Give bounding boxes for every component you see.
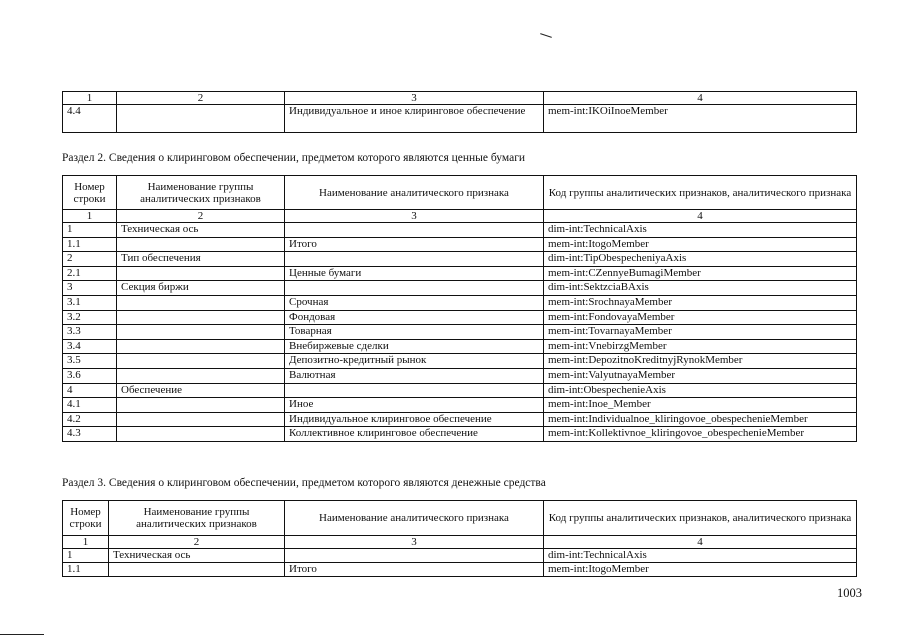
- row-number: 4.2: [63, 412, 117, 427]
- header-attribute-name: Наименование аналитического признака: [285, 501, 544, 536]
- col-number-4: 4: [544, 92, 857, 105]
- code: mem-int:ItogoMember: [544, 237, 857, 252]
- code: dim-int:ObespechenieAxis: [544, 383, 857, 398]
- scan-mark: [540, 33, 552, 38]
- table-row: [63, 412, 857, 427]
- scan-mark: [0, 634, 44, 635]
- table-row: [63, 549, 857, 563]
- group-name: [117, 325, 285, 340]
- row-number: 4: [63, 383, 117, 398]
- group-name: [117, 412, 285, 427]
- col-number-1: 1: [63, 210, 117, 223]
- table-row: [63, 325, 857, 340]
- group-name: [117, 310, 285, 325]
- table-row: [63, 368, 857, 383]
- table-row: [63, 295, 857, 310]
- col-number-3: 3: [285, 210, 544, 223]
- row-number: 1.1: [63, 237, 117, 252]
- table-row: [63, 252, 857, 267]
- section-2-heading: Раздел 2. Сведения о клиринговом обеспечении, предметом которого являются ценные бумаги: [62, 152, 526, 164]
- row-number: 3.4: [63, 339, 117, 354]
- group-name: [117, 398, 285, 413]
- code: mem-int:ValyutnayaMember: [544, 368, 857, 383]
- table-row: [63, 427, 857, 442]
- col-number-4: 4: [544, 210, 857, 223]
- group-name: Обеспечение: [117, 383, 285, 398]
- attribute-name: Депозитно-кредитный рынок: [285, 354, 544, 369]
- table-row: [63, 354, 857, 369]
- row-number: 1: [63, 223, 117, 238]
- col-number-2: 2: [117, 92, 285, 105]
- row-number: 2: [63, 252, 117, 267]
- attribute-name: [285, 383, 544, 398]
- code: mem-int:SrochnayaMember: [544, 295, 857, 310]
- attribute-name: Итого: [285, 563, 544, 577]
- column-number-row: [63, 536, 857, 549]
- attribute-name: [285, 549, 544, 563]
- attribute-name: Фондовая: [285, 310, 544, 325]
- header-group-name: Наименование группы аналитических признаков: [117, 176, 285, 210]
- code: mem-int:IKOiInoeMember: [544, 105, 857, 133]
- attribute-name: [285, 281, 544, 296]
- header-row-number: Номер строки: [63, 176, 117, 210]
- column-number-row: [63, 210, 857, 223]
- row-number: 3.5: [63, 354, 117, 369]
- attribute-name: [285, 252, 544, 267]
- group-name: [117, 295, 285, 310]
- col-number-1: 1: [63, 536, 109, 549]
- table-row: [63, 563, 857, 577]
- top-table: [62, 91, 857, 133]
- attribute-name: Товарная: [285, 325, 544, 340]
- code: mem-int:ItogoMember: [544, 563, 857, 577]
- code: mem-int:FondovayaMember: [544, 310, 857, 325]
- row-number: 1.1: [63, 563, 109, 577]
- attribute-name: [285, 223, 544, 238]
- table-row: [63, 223, 857, 238]
- attribute-name: Валютная: [285, 368, 544, 383]
- group-name: [117, 237, 285, 252]
- table-row: [63, 383, 857, 398]
- attribute-name: Срочная: [285, 295, 544, 310]
- section-3-heading: Раздел 3. Сведения о клиринговом обеспечении, предметом которого являются денежные средства: [62, 477, 546, 489]
- code: mem-int:CZennyeBumagiMember: [544, 266, 857, 281]
- section-2-table: [62, 175, 857, 442]
- table-row: [63, 339, 857, 354]
- header-row: [63, 501, 857, 536]
- header-code: Код группы аналитических признаков, аналитического признака: [544, 501, 857, 536]
- row-number: 4.1: [63, 398, 117, 413]
- group-name: Тип обеспечения: [117, 252, 285, 267]
- section-3-rows: [63, 549, 857, 577]
- group-name: Техническая ось: [109, 549, 285, 563]
- table-row: [63, 281, 857, 296]
- section-2-rows: [63, 223, 857, 442]
- group-name: [109, 563, 285, 577]
- attribute-name: Ценные бумаги: [285, 266, 544, 281]
- col-number-2: 2: [109, 536, 285, 549]
- code: mem-int:TovarnayaMember: [544, 325, 857, 340]
- table-row: [63, 105, 857, 133]
- code: dim-int:TechnicalAxis: [544, 549, 857, 563]
- header-group-name: Наименование группы аналитических признаков: [109, 501, 285, 536]
- table-row: [63, 310, 857, 325]
- code: mem-int:Kollektivnoe_kliringovoe_obespechenieMember: [544, 427, 857, 442]
- attribute-name: Индивидуальное клиринговое обеспечение: [285, 412, 544, 427]
- row-number: 4.4: [63, 105, 117, 133]
- code: dim-int:TechnicalAxis: [544, 223, 857, 238]
- attribute-name: Итого: [285, 237, 544, 252]
- row-number: 4.3: [63, 427, 117, 442]
- code: mem-int:Inoe_Member: [544, 398, 857, 413]
- attribute-name: Коллективное клиринговое обеспечение: [285, 427, 544, 442]
- page-number: 1003: [837, 586, 862, 600]
- row-number: 3.2: [63, 310, 117, 325]
- row-number: 3.1: [63, 295, 117, 310]
- col-number-3: 3: [285, 536, 544, 549]
- table-row: [63, 237, 857, 252]
- code: mem-int:Individualnoe_kliringovoe_obespechenieMember: [544, 412, 857, 427]
- section-3-table: [62, 500, 857, 577]
- group-name: [117, 368, 285, 383]
- group-name: Техническая ось: [117, 223, 285, 238]
- group-name: [117, 427, 285, 442]
- row-number: 3.6: [63, 368, 117, 383]
- row-number: 3: [63, 281, 117, 296]
- column-number-row: [63, 92, 857, 105]
- group-name: [117, 105, 285, 133]
- group-name: [117, 266, 285, 281]
- table-row: [63, 266, 857, 281]
- header-row: [63, 176, 857, 210]
- attribute-name: Внебиржевые сделки: [285, 339, 544, 354]
- col-number-2: 2: [117, 210, 285, 223]
- group-name: [117, 339, 285, 354]
- col-number-3: 3: [285, 92, 544, 105]
- group-name: Секция биржи: [117, 281, 285, 296]
- col-number-4: 4: [544, 536, 857, 549]
- group-name: [117, 354, 285, 369]
- code: mem-int:VnebirzgMember: [544, 339, 857, 354]
- code: mem-int:DepozitnoKreditnyjRynokMember: [544, 354, 857, 369]
- row-number: 3.3: [63, 325, 117, 340]
- col-number-1: 1: [63, 92, 117, 105]
- row-number: 2.1: [63, 266, 117, 281]
- header-attribute-name: Наименование аналитического признака: [285, 176, 544, 210]
- row-number: 1: [63, 549, 109, 563]
- table-row: [63, 398, 857, 413]
- attribute-name: Иное: [285, 398, 544, 413]
- attribute-name: Индивидуальное и иное клиринговое обеспечение: [285, 105, 544, 133]
- header-code: Код группы аналитических признаков, аналитического признака: [544, 176, 857, 210]
- header-row-number: Номер строки: [63, 501, 109, 536]
- code: dim-int:TipObespecheniyaAxis: [544, 252, 857, 267]
- code: dim-int:SektzciaBAxis: [544, 281, 857, 296]
